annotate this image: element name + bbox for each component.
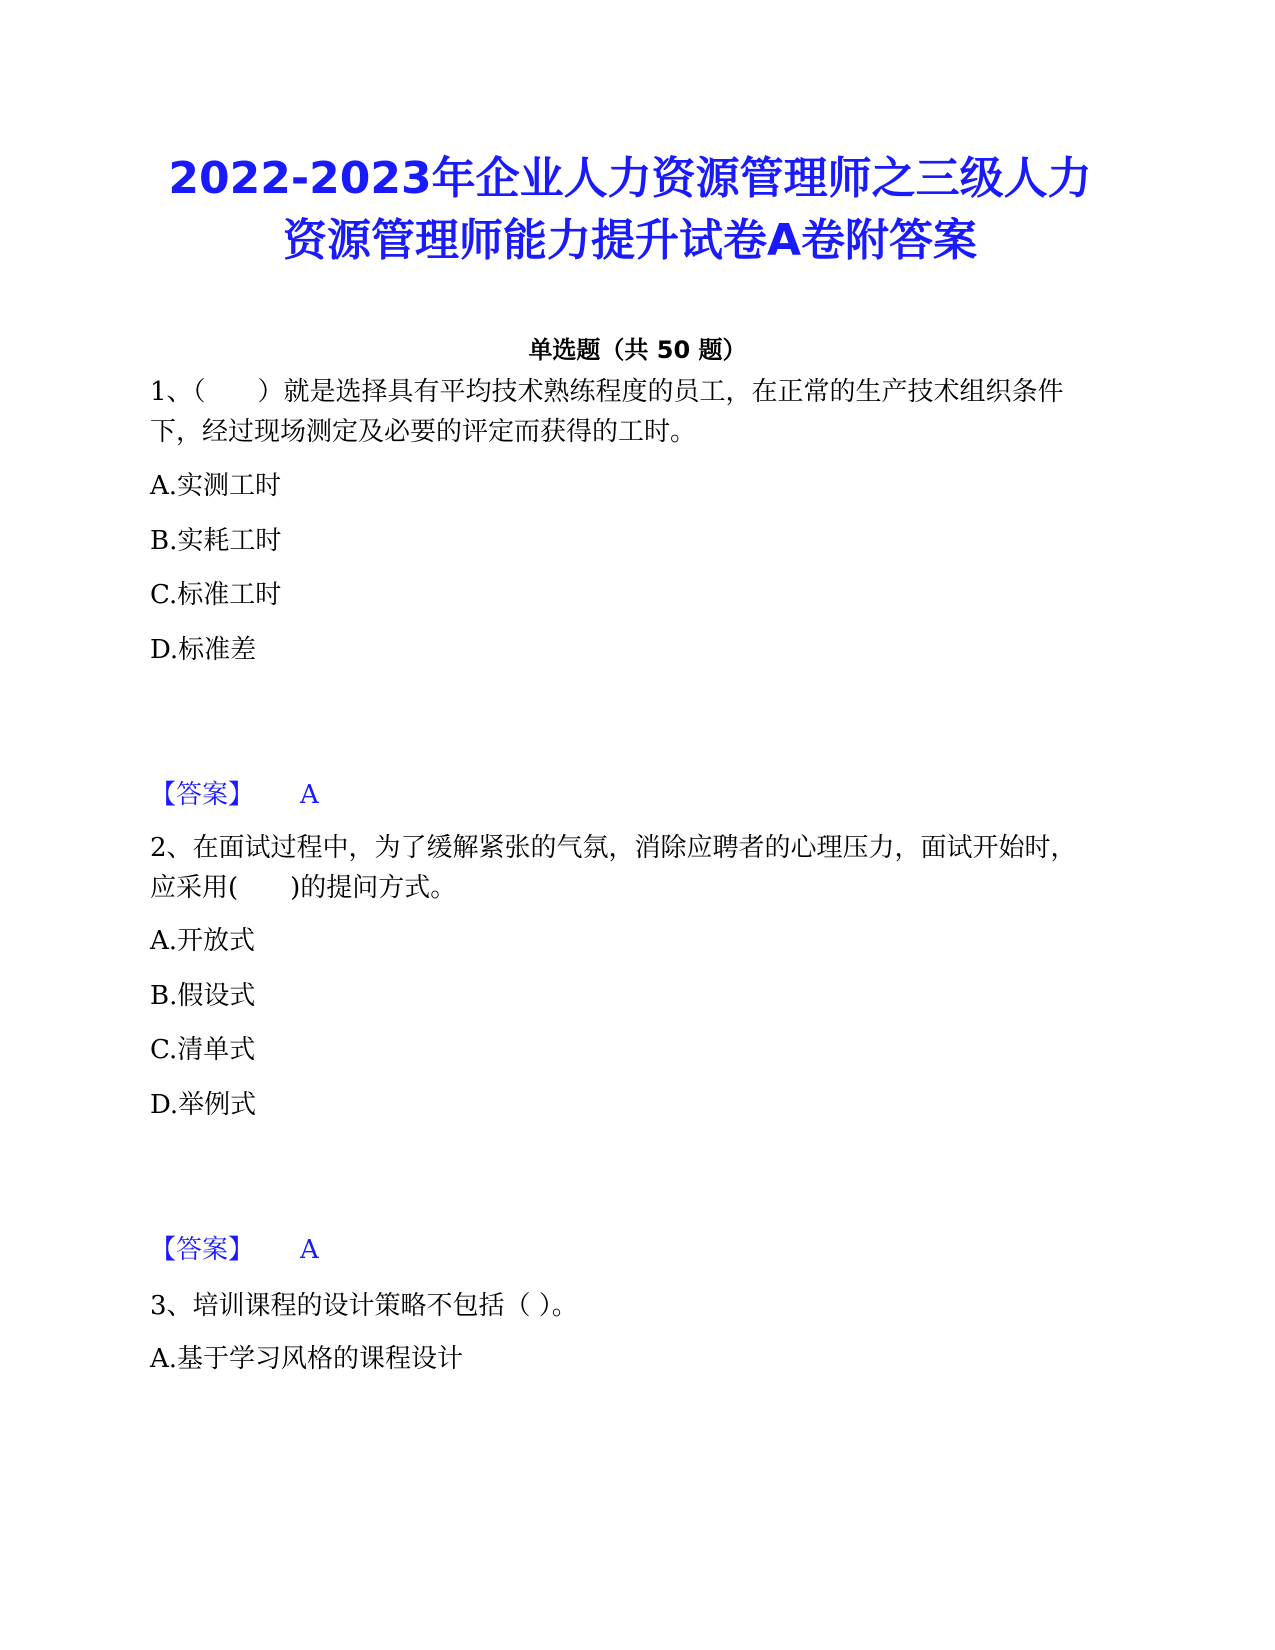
question-1-option-d: D.标准差 [150, 635, 257, 665]
question-2-answer [150, 1232, 319, 1268]
question-1-option-a: A.实测工时 [150, 471, 282, 501]
answer-value: A [300, 1235, 319, 1265]
document-title: 2022-2023年企业人力资源管理师之三级人力资源管理师能力提升试卷A卷附答案 [168, 153, 1092, 266]
question-2-option-c: C.清单式 [150, 1035, 256, 1065]
question-2-option-a: A.开放式 [150, 926, 256, 956]
question-1-option-b: B.实耗工时 [150, 526, 282, 556]
question-2-option-d: D.举例式 [150, 1090, 257, 1120]
answer-label: 【答案】 [150, 780, 255, 810]
section-heading: 单选题（共 50 题） [528, 336, 747, 364]
question-1-answer [150, 777, 319, 813]
answer-value: A [300, 780, 319, 810]
question-2-option-b: B.假设式 [150, 981, 256, 1011]
question-2-text: 2、在面试过程中，为了缓解紧张的气氛，消除应聘者的心理压力，面试开始时，应采用( )的提问方式。 [150, 833, 1077, 903]
question-1-option-c: C.标准工时 [150, 580, 282, 610]
question-1-text: 1、（ ）就是选择具有平均技术熟练程度的员工，在正常的生产技术组织条件下，经过现场测定及必要的评定而获得的工时。 [150, 377, 1064, 447]
answer-label: 【答案】 [150, 1235, 255, 1265]
question-3-option-a: A.基于学习风格的课程设计 [150, 1344, 464, 1374]
question-3-text: 3、培训课程的设计策略不包括（ ）。 [150, 1291, 578, 1321]
